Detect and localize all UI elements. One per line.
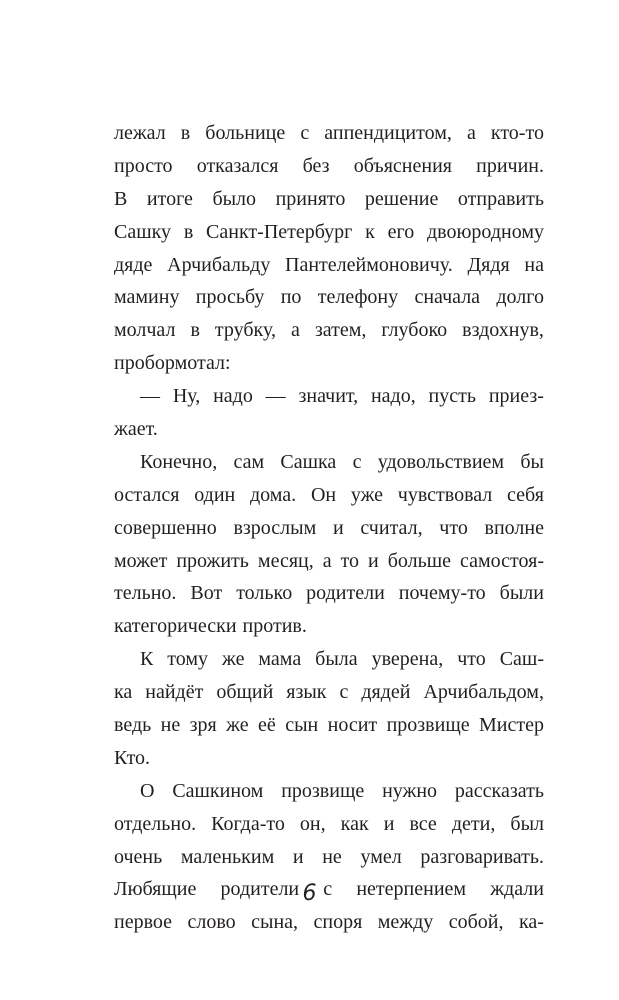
text-line: остался один дома. Он уже чувствовал себя xyxy=(114,483,544,506)
text-line: — Ну, надо — значит, надо, пусть приез- xyxy=(140,385,544,408)
text-line: В итоге было принято решение отправить xyxy=(114,187,544,210)
text-line: категорически против. xyxy=(114,615,307,638)
text-line: лежал в больнице с аппендицитом, а кто-то xyxy=(114,122,544,144)
text-line: может прожить месяц, а то и больше самостоя- xyxy=(114,549,544,572)
text-line: дяде Арчибальду Пантелеймоновичу. Дядя на xyxy=(114,253,544,276)
text-line: жает. xyxy=(114,418,158,441)
page-number: 6 xyxy=(302,881,317,906)
text-line: Кто. xyxy=(114,746,151,769)
text-line: Конечно, сам Сашка с удовольствием бы xyxy=(140,450,544,473)
text-line: мамину просьбу по телефону сначала долго xyxy=(114,286,544,309)
text-line: пробормотал: xyxy=(114,352,231,375)
text-line: ка найдёт общий язык с дядей Арчибальдом, xyxy=(114,681,544,704)
text-line: молчал в трубку, а затем, глубоко вздохнув, xyxy=(114,319,544,342)
text-line: очень маленьким и не умел разговаривать. xyxy=(114,845,544,868)
text-line: ведь не зря же её сын носит прозвище Мистер xyxy=(114,714,544,737)
text-line: совершенно взрослым и считал, что вполне xyxy=(114,516,544,539)
text-line: О Сашкином прозвище нужно рассказать xyxy=(140,779,544,802)
body-text xyxy=(114,117,544,939)
text-line: Любящие родители с нетерпением ждали xyxy=(114,878,544,901)
text-line: отдельно. Когда-то он, как и все дети, был xyxy=(114,812,544,835)
text-line: тельно. Вот только родители почему-то были xyxy=(114,582,544,605)
text-line: Сашку в Санкт-Петербург к его двоюродному xyxy=(114,220,544,243)
text-line: просто отказался без объяснения причин. xyxy=(114,154,544,177)
text-line: К тому же мама была уверена, что Саш- xyxy=(140,648,544,671)
text-line: первое слово сына, споря между собой, ка- xyxy=(114,911,544,934)
